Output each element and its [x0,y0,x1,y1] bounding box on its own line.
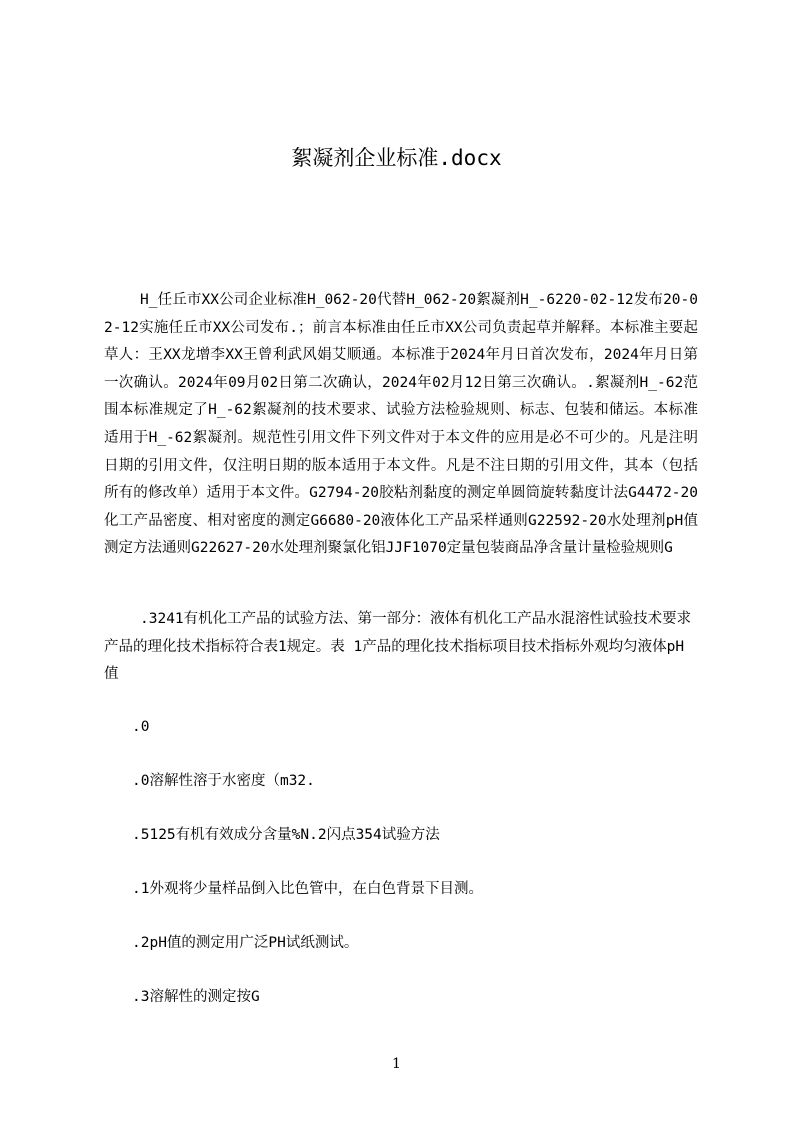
body-line-ph-test: .2pH值的测定用广泛PH试纸测试。 [132,935,359,951]
body-paragraph-intro: H_任丘市XX公司企业标准H_062-20代替H_062-20絮凝剂H_-6220-02-12发布20-02-12实施任丘市XX公司发布.；前言本标准由任丘市XX公司负责起草并解释。本标准主要起草人：王XX龙增李XX王曾利武风娟艾顺通。本标准于2024年月日首次发布，2024年月日第一次确认。2024年09月02日第二次确认，2024年02月12日第三次确认。.絮凝剂H_-62范围本标准规定了H_-62絮凝剂的技术要求、试验方法检验规则、标志、包装和储运。本标准适用于H_-62絮凝剂。规范性引用文件下列文件对于本文件的应用是必不可少的。凡是注明日期的引用文件，仅注明日期的版本适用于本文件。凡是不注日期的引用文件，其本（包括所有的修改单）适用于本文件。G2794-20胶粘剂黏度的测定单圆筒旋转黏度计法G4472-20化工产品密度、相对密度的测定G6680-20液体化工产品采样通则G22592-20水处理剂pH值测定方法通则G22627-20水处理剂聚氯化铝JJF1070定量包装商品净含量计量检验规则G [104,292,698,557]
page-number: 1 [392,1056,401,1072]
body-line-solubility-test: .3溶解性的测定按G [132,989,260,1005]
body-line-solubility: .0溶解性溶于水密度（m32. [132,773,315,789]
body-line-value-1: .0 [132,719,150,735]
body-line-appearance-test: .1外观将少量样品倒入比色管中，在白色背景下目测。 [132,881,483,897]
body-line-organic-content: .5125有机有效成分含量%N.2闪点354试验方法 [132,827,440,843]
document-title: 絮凝剂企业标准.docx [291,146,502,170]
body-paragraph-tech-requirements: .3241有机化工产品的试验方法、第一部分：液体有机化工产品水混溶性试验技术要求产品的理化技术指标符合表1规定。表 1产品的理化技术指标项目技术指标外观均匀液体pH值 [104,611,692,683]
